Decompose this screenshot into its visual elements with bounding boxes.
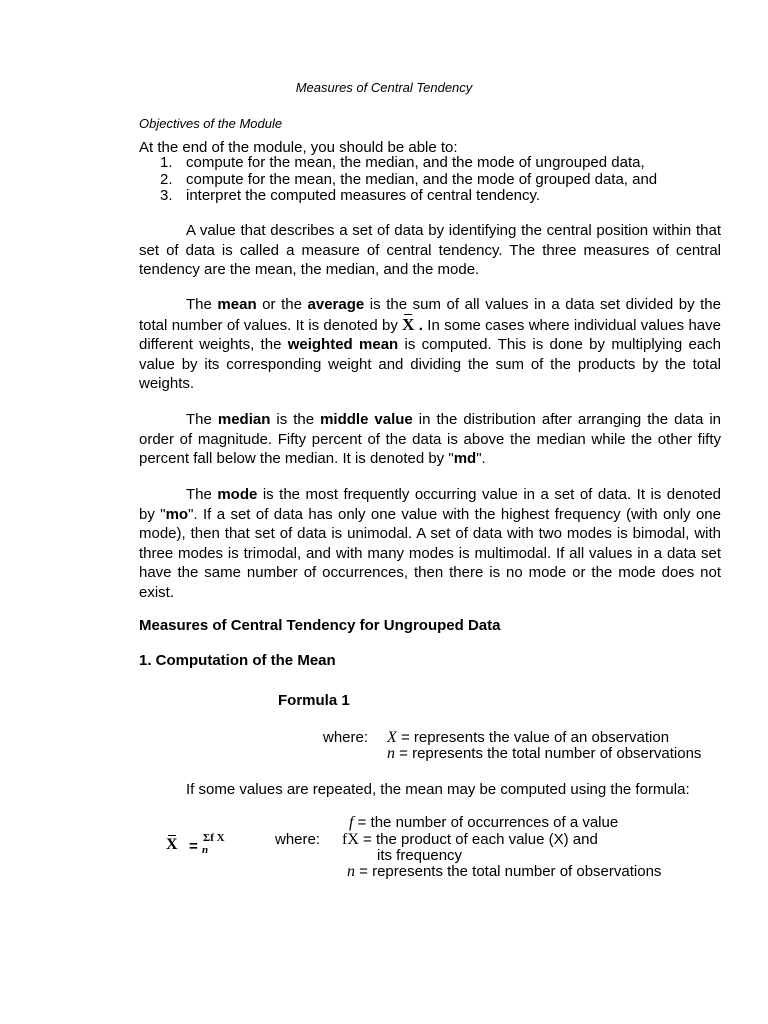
mode-paragraph: The mode is the most frequently occurring value in a set of data. It is denoted by "mo". If a set of data has only one value with the highest frequency (with only one mode), then that set of data is unimodal. A set of data with two modes is bimodal, with three modes is trimodal, and with many modes is multimodal. If all values in a data set have the same number of occurrences, then there is no mode or the mode does not exist. xyxy=(139,486,722,601)
repeated-intro: If some values are repeated, the mean may be computed using the formula: xyxy=(186,781,690,798)
formula2-numerator: Σf X xyxy=(203,832,225,844)
page-title: Measures of Central Tendency xyxy=(295,80,473,95)
formula2-row: fX = the product of each value (X) and xyxy=(342,831,598,848)
formula2-denominator: n xyxy=(202,844,209,856)
formula2-equals: = xyxy=(189,838,198,855)
objectives-intro: At the end of the module, you should be able to: xyxy=(139,139,458,156)
formula1-row: n = represents the total number of observations xyxy=(387,745,702,762)
formula1-row: X = represents the value of an observation xyxy=(387,729,670,746)
formula2-row: its frequency xyxy=(377,847,463,864)
objectives-heading: Objectives of the Module xyxy=(139,116,283,131)
formula2-row: f = the number of occurrences of a value xyxy=(349,814,619,831)
formula1-label: Formula 1 xyxy=(278,692,350,709)
formula2-lhs: X xyxy=(166,836,178,853)
formula2-row: n = represents the total number of observations xyxy=(347,863,662,880)
formula1-where: where: xyxy=(323,729,369,746)
list-item: 3. interpret the computed measures of central tendency. xyxy=(160,187,541,204)
mean-paragraph-rest: In some cases where individual values have different weights, the weighted mean is computed. This is done by multiplying each value by its corresponding weight and dividing the sum of the products by the total weights. xyxy=(139,316,722,392)
mean-paragraph: The mean or the average is the sum of all values in a data set divided by the total number of values. It is denoted by X . In some cases where individual values have different weights, the weighted mean is computed. This is done by multiplying each value by its corresponding weight and dividing the sum of the products by the total weights. xyxy=(139,296,722,392)
subsection-heading: 1. Computation of the Mean xyxy=(139,652,336,669)
list-item: 1. compute for the mean, the median, and the mode of ungrouped data, xyxy=(160,154,645,171)
mean-symbol: X xyxy=(402,314,415,334)
median-paragraph: The median is the middle value in the distribution after arranging the data in order of magnitude. Fifty percent of the data is above the median while the other fifty percent fall below the median. It is denoted by "md". xyxy=(139,411,721,467)
list-item: 2. compute for the mean, the median, and the mode of grouped data, and xyxy=(160,170,658,188)
formula2-where: where: xyxy=(275,831,321,848)
intro-paragraph: A value that describes a set of data by identifying the central position within that set of data is called a measure of central tendency. The three measures of central tendency are the mean, the median, and the mode. xyxy=(139,222,721,278)
objectives-list xyxy=(160,155,657,205)
section-heading: Measures of Central Tendency for Ungrouped Data xyxy=(139,617,501,634)
